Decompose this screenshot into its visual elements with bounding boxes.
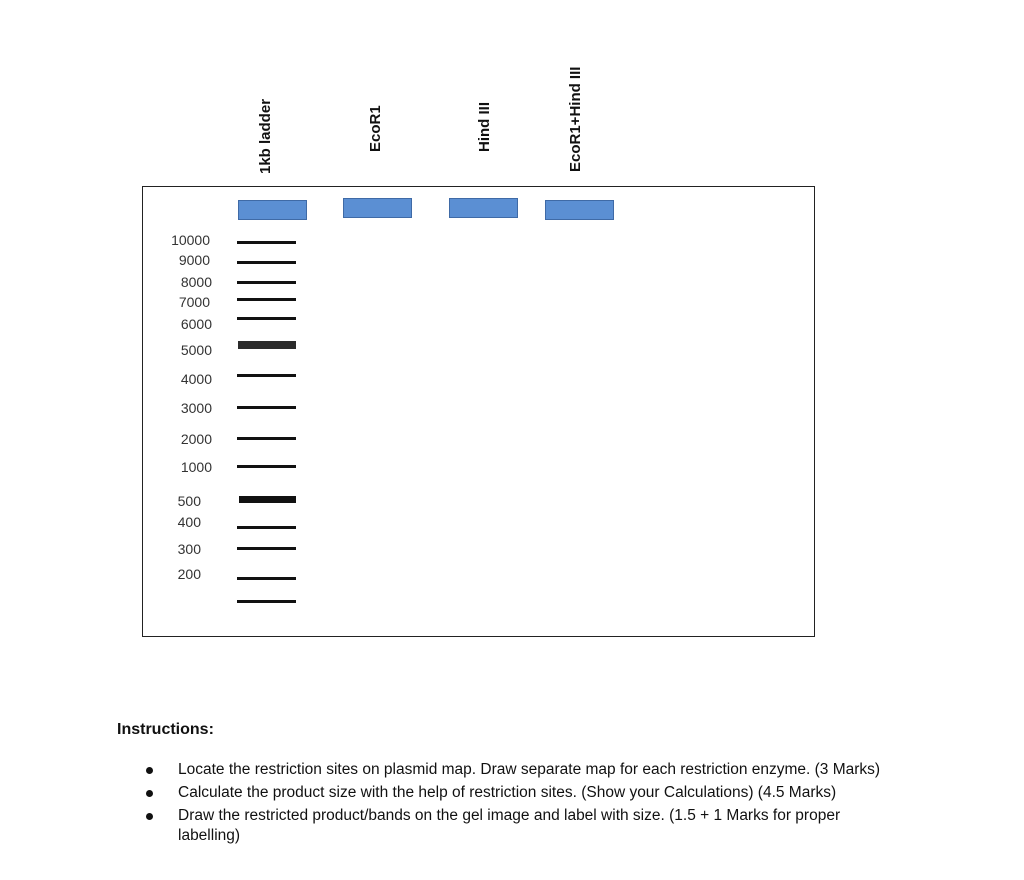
- lane-label-ecor1: EcoR1: [367, 105, 384, 152]
- ladder-size-label: 300: [177, 541, 201, 557]
- bullet-icon: [146, 767, 153, 774]
- well-ladder: [238, 200, 307, 220]
- well-ecor1-hind3: [545, 200, 614, 220]
- ladder-size-label: 200: [177, 566, 201, 582]
- bullet-icon: [146, 813, 153, 820]
- ladder-size-label: 400: [177, 514, 201, 530]
- ladder-band-bold: [239, 496, 296, 503]
- ladder-size-label: 5000: [180, 342, 212, 358]
- ladder-size-label: 2000: [180, 431, 212, 447]
- lane-label-hind3: Hind III: [476, 102, 493, 152]
- instruction-text: Draw the restricted product/bands on the gel image and label with size. (1.5 + 1 Marks for proper labelling): [178, 807, 841, 844]
- instruction-item: [140, 783, 900, 803]
- ladder-band: [237, 261, 296, 264]
- ladder-band: [237, 465, 296, 468]
- well-ecor1: [343, 198, 412, 218]
- bullet-icon: [146, 790, 153, 797]
- ladder-size-label: 6000: [180, 316, 212, 332]
- ladder-band: [237, 577, 296, 580]
- ladder-band: [237, 437, 296, 440]
- ladder-size-label: 4000: [180, 371, 212, 387]
- ladder-size-label: 10000: [171, 232, 210, 248]
- ladder-size-label: 9000: [178, 252, 210, 268]
- ladder-size-label: 3000: [180, 400, 212, 416]
- ladder-band-bold: [238, 341, 296, 349]
- ladder-band: [237, 374, 296, 377]
- instructions-heading: Instructions:: [117, 721, 214, 738]
- instructions-list: [140, 760, 900, 849]
- ladder-size-label: 7000: [178, 294, 210, 310]
- ladder-size-label: 500: [177, 493, 201, 509]
- ladder-band: [237, 547, 296, 550]
- gel-frame: [142, 186, 815, 637]
- ladder-size-label: 1000: [180, 459, 212, 475]
- ladder-band: [237, 526, 296, 529]
- instruction-item: [140, 760, 900, 780]
- ladder-band: [237, 241, 296, 244]
- lane-label-ecor1-hind3: EcoR1+Hind III: [567, 66, 584, 172]
- well-hind3: [449, 198, 518, 218]
- ladder-band: [237, 600, 296, 603]
- instruction-text: Locate the restriction sites on plasmid map. Draw separate map for each restriction enzyme. (3 Marks): [178, 761, 881, 778]
- instruction-item: [140, 806, 900, 846]
- lane-label-ladder: 1kb ladder: [257, 98, 274, 174]
- ladder-size-label: 8000: [180, 274, 212, 290]
- ladder-band: [237, 317, 296, 320]
- ladder-band: [237, 281, 296, 284]
- ladder-band: [237, 406, 296, 409]
- instruction-text: Calculate the product size with the help of restriction sites. (Show your Calculations) (4.5 Marks): [178, 784, 837, 801]
- ladder-band: [237, 298, 296, 301]
